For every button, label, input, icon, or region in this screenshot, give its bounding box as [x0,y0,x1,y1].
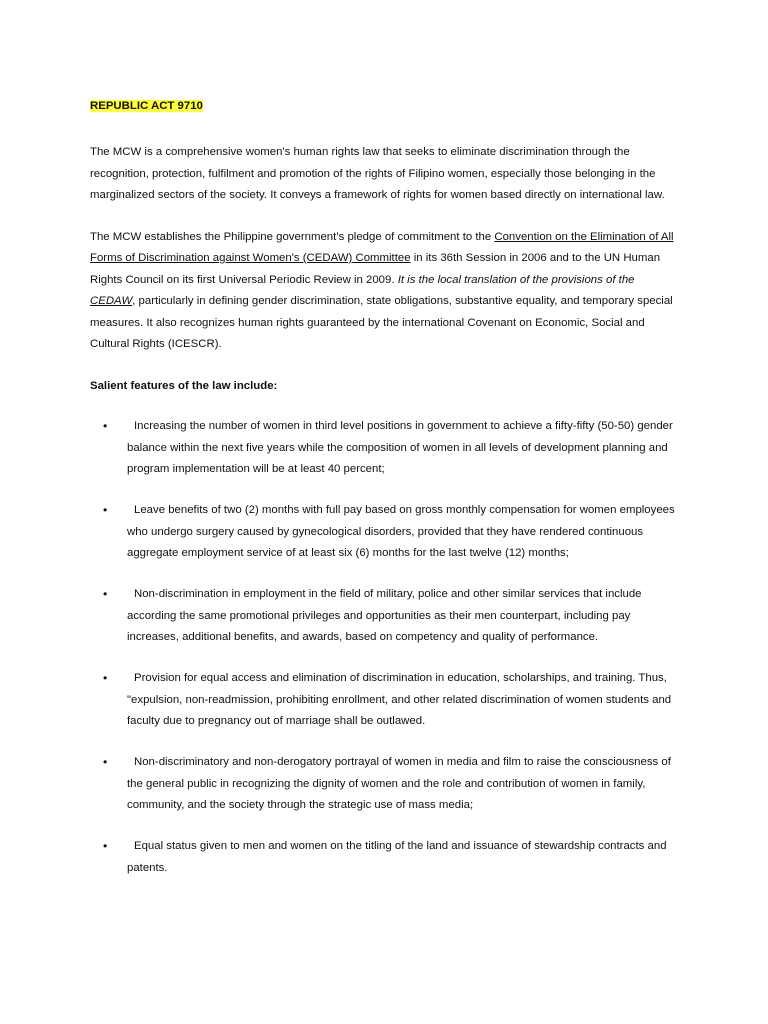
feature-item [90,584,680,649]
document-page [90,96,680,899]
feature-item [90,752,680,817]
feature-item [90,836,680,879]
convention-link[interactable]: Convention on the Elimination of All Forms of Discrimination against Women's (CEDAW) Committee [90,230,674,264]
feature-item [90,668,680,733]
cedaw-paragraph-text-1: The MCW establishes the Philippine government’s pledge of commitment to the [90,230,495,243]
feature-text: Non-discrimination in employment in the field of military, police and other similar services that include according the same promotional privileges and opportunities as their men counterpart, including pay increases, additional benefits, and awards, based on competency and quality of performance. [127,588,642,643]
cedaw-paragraph-italic: It is the local translation of the provisions of the [397,273,635,286]
bullet-icon: • [103,419,108,433]
bullet-icon: • [103,755,108,769]
features-heading: Salient features of the law include: [90,379,278,392]
feature-item [90,500,680,565]
feature-item [90,416,680,481]
document-title [90,96,680,116]
features-list [90,416,680,879]
feature-text: Non-discriminatory and non-derogatory portrayal of women in media and film to raise the consciousness of the general public in recognizing the dignity of women and the role and contribution of women in family, community, and the society through the strategic use of mass media; [127,756,671,811]
feature-text: Equal status given to men and women on the titling of the land and issuance of stewardship contracts and patents. [127,840,667,874]
feature-text: Leave benefits of two (2) months with full pay based on gross monthly compensation for women employees who undergo surgery caused by gynecological disorders, provided that they have rendered continuous aggregate employment service of at least six (6) months for the last twelve (12) months; [127,504,675,559]
cedaw-link[interactable]: CEDAW [90,295,133,307]
cedaw-paragraph-text-3: , particularly in defining gender discrimination, state obligations, substantive equality, and temporary special measures. It also recognizes human rights guaranteed by the international Covenant on Economic, Social and Cultural Rights (ICESCR). [90,295,673,350]
bullet-icon: • [103,587,108,601]
intro-paragraph: The MCW is a comprehensive women's human rights law that seeks to eliminate discrimination through the recognition, protection, fulfilment and promotion of the rights of Filipino women, especially those belonging in the marginalized sectors of the society. It conveys a framework of rights for women based directly on international law. [90,146,665,201]
feature-text: Provision for equal access and elimination of discrimination in education, scholarships, and training. Thus, "expulsion, non-readmission, prohibiting enrollment, and other related discrimination of women students and faculty due to pregnancy out of marriage shall be outlawed. [127,672,672,727]
feature-text: Increasing the number of women in third level positions in government to achieve a fifty-fifty (50-50) gender balance within the next five years while the composition of women in all levels of development planning and program implementation will be at least 40 percent; [127,420,673,475]
bullet-icon: • [103,671,108,685]
highlighted-title-text: REPUBLIC ACT 9710 [90,100,203,112]
cedaw-paragraph-text-2: in its 36th Session in 2006 and to the UN Human Rights Council on its first Universal Periodic Review in 2009. [90,252,661,286]
cedaw-paragraph [90,227,680,356]
bullet-icon: • [103,839,108,853]
bullet-icon: • [103,503,108,517]
